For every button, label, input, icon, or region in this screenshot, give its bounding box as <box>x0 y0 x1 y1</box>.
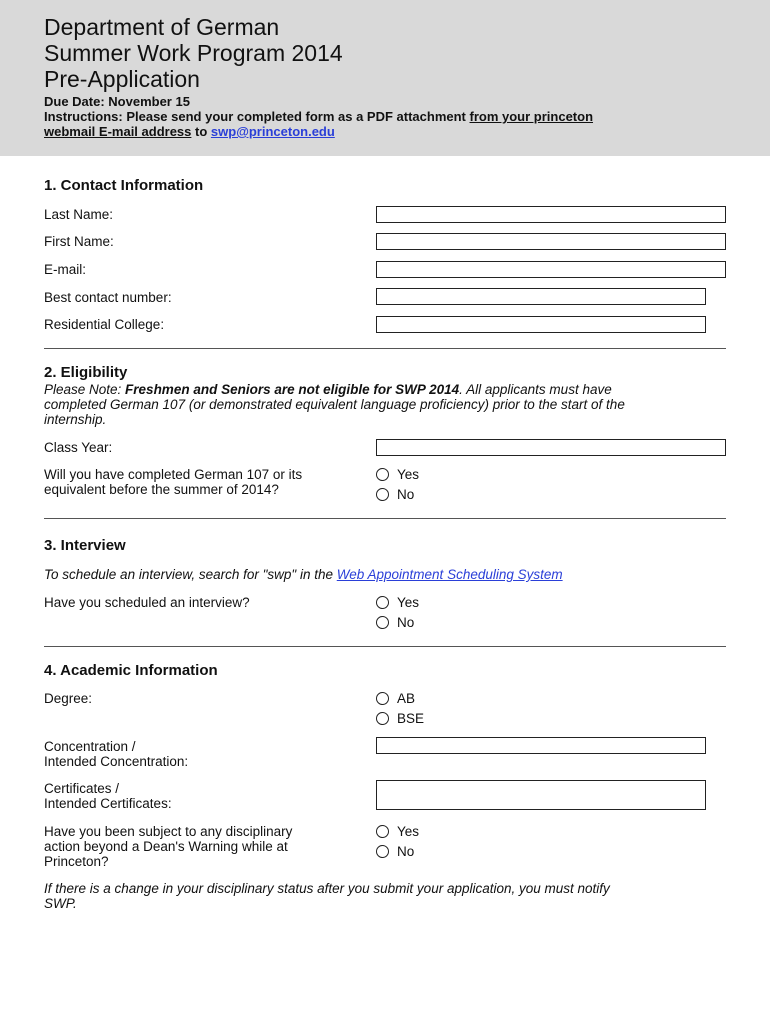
radio-label: Yes <box>397 466 420 482</box>
divider <box>44 518 726 519</box>
german-yes-radio[interactable] <box>376 466 419 482</box>
disciplinary-question-line-2: action beyond a Dean's Warning while at <box>44 839 288 854</box>
divider <box>44 646 726 647</box>
residential-college-label: Residential College: <box>44 317 165 332</box>
certificates-input[interactable] <box>376 780 706 810</box>
radio-circle-icon <box>376 845 389 858</box>
class-year-input[interactable] <box>376 439 726 456</box>
email-label: E-mail: <box>44 262 87 277</box>
instructions-to: to <box>191 124 211 139</box>
radio-label: No <box>397 843 415 859</box>
interview-instruction <box>44 567 724 582</box>
radio-label: Yes <box>397 823 420 839</box>
disciplinary-question-line-1: Have you been subject to any disciplinary <box>44 824 293 839</box>
concentration-label-line-2: Intended Concentration: <box>44 754 189 769</box>
due-date: Due Date: November 15 <box>44 94 190 109</box>
title-line-3: Pre-Application <box>44 66 200 92</box>
disciplinary-footer-note-line-2: SWP. <box>44 896 77 911</box>
eligibility-heading: 2. Eligibility <box>44 364 128 381</box>
title-line-2: Summer Work Program 2014 <box>44 40 343 66</box>
eligibility-note-prefix: Please Note: <box>44 382 126 397</box>
disciplinary-yes-radio[interactable] <box>376 823 419 839</box>
class-year-label: Class Year: <box>44 440 113 455</box>
eligibility-note-line-3: internship. <box>44 412 107 427</box>
radio-label: BSE <box>397 710 425 726</box>
eligibility-note-bold: Freshmen and Seniors are not eligible for SWP 2014 <box>125 382 460 397</box>
radio-circle-icon <box>376 616 389 629</box>
concentration-input[interactable] <box>376 737 706 754</box>
disciplinary-no-radio[interactable] <box>376 843 414 859</box>
instructions-underlined: from your princeton <box>469 109 594 124</box>
last-name-input[interactable] <box>376 206 726 223</box>
eligibility-note-line-1 <box>44 382 724 397</box>
contact-number-input[interactable] <box>376 288 706 305</box>
degree-bse-radio[interactable] <box>376 710 424 726</box>
german-question-line-2: equivalent before the summer of 2014? <box>44 482 279 497</box>
certificates-label-line-2: Intended Certificates: <box>44 796 172 811</box>
concentration-label-line-1: Concentration / <box>44 739 136 754</box>
interview-question: Have you scheduled an interview? <box>44 595 250 610</box>
degree-label: Degree: <box>44 691 93 706</box>
instructions-line2-underlined: webmail E-mail address <box>44 124 192 139</box>
instructions-line-1 <box>44 109 593 124</box>
radio-circle-icon <box>376 825 389 838</box>
interview-heading: 3. Interview <box>44 537 126 554</box>
degree-ab-radio[interactable] <box>376 690 415 706</box>
title-line-1: Department of German <box>44 14 280 40</box>
radio-label: No <box>397 614 415 630</box>
first-name-label: First Name: <box>44 234 114 249</box>
radio-circle-icon <box>376 596 389 609</box>
disciplinary-footer-note-line-1: If there is a change in your disciplinary status after you submit your application, you must notify <box>44 881 610 896</box>
radio-label: Yes <box>397 594 420 610</box>
last-name-label: Last Name: <box>44 207 114 222</box>
radio-circle-icon <box>376 488 389 501</box>
certificates-label-line-1: Certificates / <box>44 781 120 796</box>
first-name-input[interactable] <box>376 233 726 250</box>
interview-no-radio[interactable] <box>376 614 414 630</box>
scheduling-system-link[interactable]: Web Appointment Scheduling System <box>336 567 563 582</box>
email-link[interactable]: swp@princeton.edu <box>210 124 335 139</box>
academic-heading: 4. Academic Information <box>44 662 218 679</box>
contact-heading: 1. Contact Information <box>44 177 204 194</box>
form-header <box>0 0 770 156</box>
instructions-line-2 <box>44 124 335 139</box>
radio-circle-icon <box>376 692 389 705</box>
interview-yes-radio[interactable] <box>376 594 419 610</box>
disciplinary-question-line-3: Princeton? <box>44 854 109 869</box>
radio-label: No <box>397 486 415 502</box>
eligibility-note-rest: . All applicants must have <box>459 382 612 397</box>
instructions-prefix: Instructions: Please send your completed form as a PDF attachment <box>44 109 470 124</box>
contact-number-label: Best contact number: <box>44 290 172 305</box>
radio-circle-icon <box>376 468 389 481</box>
german-question-line-1: Will you have completed German 107 or its <box>44 467 303 482</box>
german-no-radio[interactable] <box>376 486 414 502</box>
radio-circle-icon <box>376 712 389 725</box>
interview-instruction-prefix: To schedule an interview, search for "swp" in the <box>44 567 337 582</box>
radio-label: AB <box>397 690 416 706</box>
divider <box>44 348 726 349</box>
residential-college-input[interactable] <box>376 316 706 333</box>
email-input[interactable] <box>376 261 726 278</box>
eligibility-note-line-2: completed German 107 (or demonstrated equivalent language proficiency) prior to the start of the <box>44 397 625 412</box>
